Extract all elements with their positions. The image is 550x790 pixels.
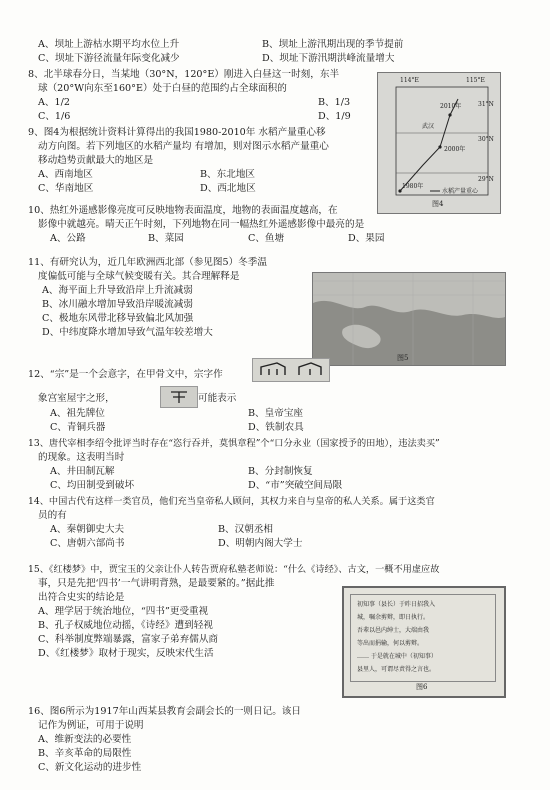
figure-6 (342, 586, 506, 698)
q11-option-a: A、海平面上升导致沿岸上升流减弱 (42, 285, 193, 296)
figure-4-map (378, 73, 500, 213)
fig6-line-3: 吾辈以邑内绅士，大端由我 (357, 627, 430, 634)
q16-stem-1: 16、图6所示为1917年山西某县教育会副会长的一则日记。该日 (28, 706, 301, 717)
fig6-line-5: …… 于是就在城中（初知事） (357, 653, 437, 660)
q13-option-b: B、分封制恢复 (248, 466, 313, 477)
q10-option-b: B、菜园 (148, 233, 184, 244)
q12-option-b: B、皇帝宝座 (248, 408, 304, 419)
q14-option-c: C、唐朝六部尚书 (50, 538, 125, 549)
fig4-year-2000: 2000年 (444, 146, 466, 153)
q16-stem-2: 记作为例证，可用于说明 (38, 720, 144, 731)
q16-option-b: B、辛亥革命的局限性 (38, 748, 132, 759)
figure-5 (312, 272, 506, 366)
q7-option-d: D、坝址下游汛期洪峰流量增大 (262, 53, 395, 64)
fig6-line-6: 县里人，可谓尽责得之言也。 (357, 666, 436, 673)
figure-4 (377, 72, 501, 214)
q9-option-c: C、华南地区 (38, 183, 94, 194)
q10-option-a: A、公路 (50, 233, 86, 244)
fig4-legend: 水稻产量重心 (442, 188, 479, 195)
q15-option-a: A、理学居于统治地位，“四书”更受重视 (38, 606, 209, 617)
fig4-place: 武汉 (422, 123, 435, 130)
oracle-bone-glyph-image (252, 358, 330, 382)
q7-option-a: A、坝址上游枯水期平均水位上升 (38, 39, 180, 50)
fig4-lon-right: 115°E (466, 77, 485, 84)
q13-option-d: D、“市”突破空间局限 (248, 480, 343, 491)
q11-option-b: B、冰川融水增加导致沿岸暖流减弱 (42, 299, 193, 310)
q11-stem-2: 度偏低可能与全球气候变暖有关。其合理解释是 (38, 271, 240, 282)
q9-option-b: B、东北地区 (200, 169, 256, 180)
q9-stem-2: 动方向图。若下列地区的水稻产量均 有增加，则对图示水稻产量重心 (38, 141, 329, 152)
q12-option-a: A、祖先牌位 (50, 408, 105, 419)
figure-5-map (313, 273, 505, 365)
oracle-bone-part-image (160, 386, 198, 408)
q10-option-d: D、果园 (348, 233, 385, 244)
q15-stem-3: 出符合史实的结论是 (38, 592, 125, 603)
q14-stem-2: 员的有 (38, 510, 67, 521)
q13-option-c: C、均田制受到破坏 (50, 480, 135, 491)
oracle-bone-glyph-icon (253, 359, 329, 381)
q9-option-a: A、西南地区 (38, 169, 93, 180)
q9-option-d: D、西北地区 (200, 183, 256, 194)
question-7 (0, 38, 550, 51)
q7-option-b: B、坝址上游汛期出现的季节提前 (262, 39, 404, 50)
q12-option-c: C、青铜兵器 (50, 422, 106, 433)
q8-option-a: A、1/2 (38, 97, 70, 108)
q8-stem-2: 球（20°W向东至160°E）处于白昼的范围约占全球面积的 (38, 83, 287, 94)
q15-option-d: D、《红楼梦》取材于现实，反映宋代生活 (38, 648, 214, 659)
fig6-line-2: 城，嘱余剪辫，即日执行。 (357, 614, 430, 621)
q8-option-d: D、1/9 (318, 111, 351, 122)
q16-option-a: A、维新变法的必要性 (38, 734, 132, 745)
q8-option-b: B、1/3 (318, 97, 351, 108)
fig4-lat-bot: 29°N (478, 176, 494, 183)
q15-stem-2: 事，只是先把‘四书’一气讲明背熟，是最要紧的。”据此推 (38, 578, 275, 589)
q15-option-b: B、孔子权威地位动摇，《诗经》遭到轻视 (38, 620, 213, 631)
fig4-lon-left: 114°E (400, 77, 419, 84)
q14-option-d: D、明朝内阁大学士 (218, 538, 303, 549)
fig4-lat-mid: 30°N (478, 136, 494, 143)
q10-stem-2: 影像中就越亮。晴天正午时刻，下列地物在同一幅热红外遥感影像中最亮的是 (38, 219, 365, 230)
q7-option-c: C、坝址下游径流量年际变化减少 (38, 53, 180, 64)
q13-option-a: A、井田制瓦解 (50, 466, 115, 477)
q13-stem-1: 13、唐代宰相李绍令批评当时存在“恣行吞并，莫惧章程”个“口分永业（国家授予的田地），违法卖买” (28, 438, 440, 449)
fig6-line-4: 等出而捐输，何以剪辫。 (357, 640, 424, 647)
oracle-bone-part-icon (161, 387, 197, 407)
q10-option-c: C、鱼塘 (248, 233, 285, 244)
fig6-line-1: 初知事（县长）于昨日招我入 (357, 601, 436, 608)
fig5-caption: 图5 (397, 354, 409, 362)
q12-stem-1: 12、“宗”是一个会意字，在甲骨文中，宗字作 (28, 369, 223, 380)
q15-stem-1: 15、《红楼梦》中，贾宝玉的父亲让仆人转告贾府私塾老师说：“什么《诗经》、古文，一概不用虚应故 (28, 564, 440, 575)
q11-option-c: C、极地东风带北移导致偏北风加强 (42, 313, 194, 324)
q10-stem-1: 10、热红外遥感影像亮度可反映地物表面温度，地物的表面温度越高，在 (28, 205, 338, 216)
q9-stem-1: 9、图4为根据统计资料计算得出的我国1980-2010年 水稻产量重心移 (28, 127, 326, 138)
q14-option-b: B、汉朝丞相 (218, 524, 274, 535)
q16-option-c: C、新文化运动的进步性 (38, 762, 142, 773)
q12-stem-3: 可能表示 (198, 393, 237, 404)
fig6-caption: 图6 (416, 683, 428, 691)
fig6-diary-box (350, 594, 496, 682)
q12-option-d: D、铁制农具 (248, 422, 304, 433)
q14-option-a: A、秦朝御史大夫 (50, 524, 125, 535)
fig4-year-2010: 2010年 (440, 103, 462, 110)
q13-stem-2: 的现象。这表明当时 (38, 452, 125, 463)
q15-option-c: C、科举制度弊端暴露，富家子弟弃儒从商 (38, 634, 219, 645)
fig4-lat-top: 31°N (478, 101, 494, 108)
q14-stem-1: 14、中国古代有这样一类官员，他们充当皇帝私人顾问，其权力来自与皇帝的私人关系。属于这类官 (28, 496, 435, 507)
q8-option-c: C、1/6 (38, 111, 71, 122)
q8-stem-1: 8、北半球春分日，当某地（30°N，120°E）刚进入白昼这一时刻，东半 (28, 69, 340, 80)
q11-stem-1: 11、有研究认为，近几年欧洲西北部（参见图5）冬季温 (28, 257, 267, 268)
q12-stem-2: 象宫室屋宇之形， (38, 393, 115, 404)
q11-option-d: D、中纬度降水增加导致气温年较差增大 (42, 327, 213, 338)
fig4-year-1980: 1980年 (402, 183, 424, 190)
q9-stem-3: 移动趋势贡献最大的地区是 (38, 155, 154, 166)
fig4-caption: 图4 (432, 200, 444, 208)
